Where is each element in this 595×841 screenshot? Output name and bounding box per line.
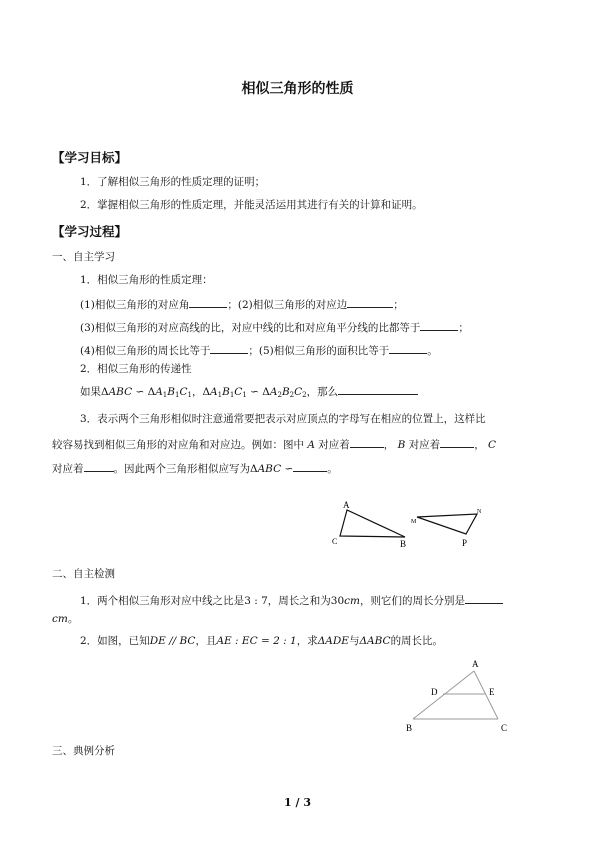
vertex-letter: B: [397, 439, 406, 451]
part1-heading: 一、自主学习: [52, 251, 115, 263]
answer-blank[interactable]: [338, 383, 418, 395]
property-3-text: (3)相似三角形的对应高线的比，对应中线的比和对应角平分线的比都等于: [80, 322, 421, 334]
answer-blank[interactable]: [189, 296, 227, 308]
punctuation: 。: [327, 463, 338, 475]
transitivity-line: [80, 383, 418, 402]
label-b: B: [406, 723, 413, 733]
question-2: [80, 634, 443, 648]
answer-blank[interactable]: [420, 319, 458, 331]
unit: cm: [52, 613, 68, 625]
label-tri2-m: M: [411, 519, 417, 525]
answer-blank[interactable]: [350, 436, 384, 448]
punctuation: ；: [393, 299, 404, 311]
label-tri1-b: B: [400, 539, 407, 549]
similarity-expr-2: $\Delta A_1B_1C_1$ ∽ $\Delta A_2B_2C_2$: [202, 386, 307, 399]
section-goals-heading: 【学习目标】: [52, 150, 128, 165]
label-tri2-n: N: [477, 509, 482, 515]
answer-blank[interactable]: [465, 592, 503, 604]
item3-line-2: [52, 436, 496, 452]
property-line-4: [80, 342, 438, 358]
label-c: C: [501, 723, 508, 733]
goal-item-2: 2．掌握相似三角形的性质定理，并能灵活运用其进行有关的计算和证明。: [80, 199, 423, 211]
similarity-expr-3: ΔABC ∽: [250, 463, 294, 475]
question-1-line-2: [52, 612, 78, 626]
item3-text: 较容易找到相似三角形的对应角和对应边。例如：图中: [52, 439, 304, 451]
figure-parallel-triangle: [398, 657, 523, 735]
item3-text: 对应着: [408, 439, 441, 451]
side-ab: [413, 671, 474, 719]
property-line-3: [80, 319, 469, 335]
item3-text: 。因此两个三角形相似应写为: [113, 463, 250, 475]
punctuation: ，: [474, 439, 485, 451]
transitivity-if: 如果: [80, 386, 101, 398]
answer-blank[interactable]: [440, 436, 474, 448]
punctuation: ，: [191, 386, 203, 398]
question-2-text: 与: [348, 635, 360, 647]
part1-item2: 2．相似三角形的传递性: [80, 363, 192, 375]
triangle-abc: ΔABC: [359, 635, 391, 647]
label-tri1-c: C: [332, 537, 338, 546]
item3-line-1: 3．表示两个三角形相似时注意通常要把表示对应顶点的字母写在相应的位置上，这样比: [80, 413, 486, 425]
part2-heading: 二、自主检测: [52, 568, 115, 580]
answer-blank[interactable]: [210, 342, 248, 354]
answer-blank[interactable]: [389, 342, 427, 354]
label-e: E: [489, 687, 495, 697]
vertex-letter: C: [488, 439, 497, 451]
property-5-text: ；(5)相似三角形的面积比等于: [248, 345, 390, 357]
similarity-expr-1: ΔABC ∽ $\Delta A_1B_1C_1$: [101, 386, 192, 399]
question-1-line-1: [80, 592, 503, 608]
figure-two-triangles: [325, 495, 495, 550]
property-2-text: ；(2)相似三角形的对应边: [227, 299, 348, 311]
punctuation: ；: [458, 322, 469, 334]
triangle-acb: [340, 510, 405, 537]
question-2-text: ，求: [296, 635, 318, 647]
item3-text: 对应着: [52, 463, 84, 475]
ratio-value: 3 : 7: [244, 595, 268, 607]
property-line-1: [80, 296, 404, 312]
question-1-text: ，周长之和为: [267, 595, 331, 607]
question-2-text: 的周长比。: [390, 635, 444, 647]
label-tri2-p: P: [462, 538, 468, 548]
page-number: 1 / 3: [284, 796, 311, 809]
goal-item-1: 1．了解相似三角形的性质定理的证明；: [80, 176, 266, 188]
ratio-expr: AE : EC = 2 : 1: [216, 635, 297, 647]
label-d: D: [431, 687, 438, 697]
page-title: 相似三角形的性质: [241, 81, 354, 97]
question-1-text: 1．两个相似三角形对应中线之比是: [80, 595, 245, 607]
question-2-text: 2．如图，已知: [80, 635, 150, 647]
property-4-text: (4)相似三角形的周长比等于: [80, 345, 211, 357]
label-a: A: [472, 659, 479, 669]
part1-item1: 1．相似三角形的性质定理：: [80, 274, 213, 286]
question-1-text: ，则它们的周长分别是: [359, 595, 465, 607]
answer-blank[interactable]: [293, 460, 327, 472]
parallel-expr: DE // BC: [149, 635, 196, 647]
section-process-heading: 【学习过程】: [52, 224, 128, 239]
sum-value: 30: [330, 595, 345, 607]
answer-blank[interactable]: [84, 460, 114, 472]
triangle-mnp: [417, 514, 477, 534]
question-2-text: ，且: [195, 635, 217, 647]
punctuation: 。: [427, 345, 438, 357]
label-tri1-a: A: [343, 500, 350, 510]
property-1-text: (1)相似三角形的对应角: [80, 299, 190, 311]
part3-heading: 三、典例分析: [52, 745, 115, 757]
item3-line-3: [52, 460, 338, 476]
transitivity-then: ，那么: [306, 386, 339, 398]
punctuation: ，: [383, 439, 395, 451]
vertex-letter: A: [307, 439, 315, 451]
unit: cm: [344, 595, 360, 607]
triangle-ade: ΔADE: [317, 635, 349, 647]
item3-text: 对应着: [318, 439, 350, 451]
punctuation: 。: [67, 613, 79, 625]
answer-blank[interactable]: [347, 296, 393, 308]
